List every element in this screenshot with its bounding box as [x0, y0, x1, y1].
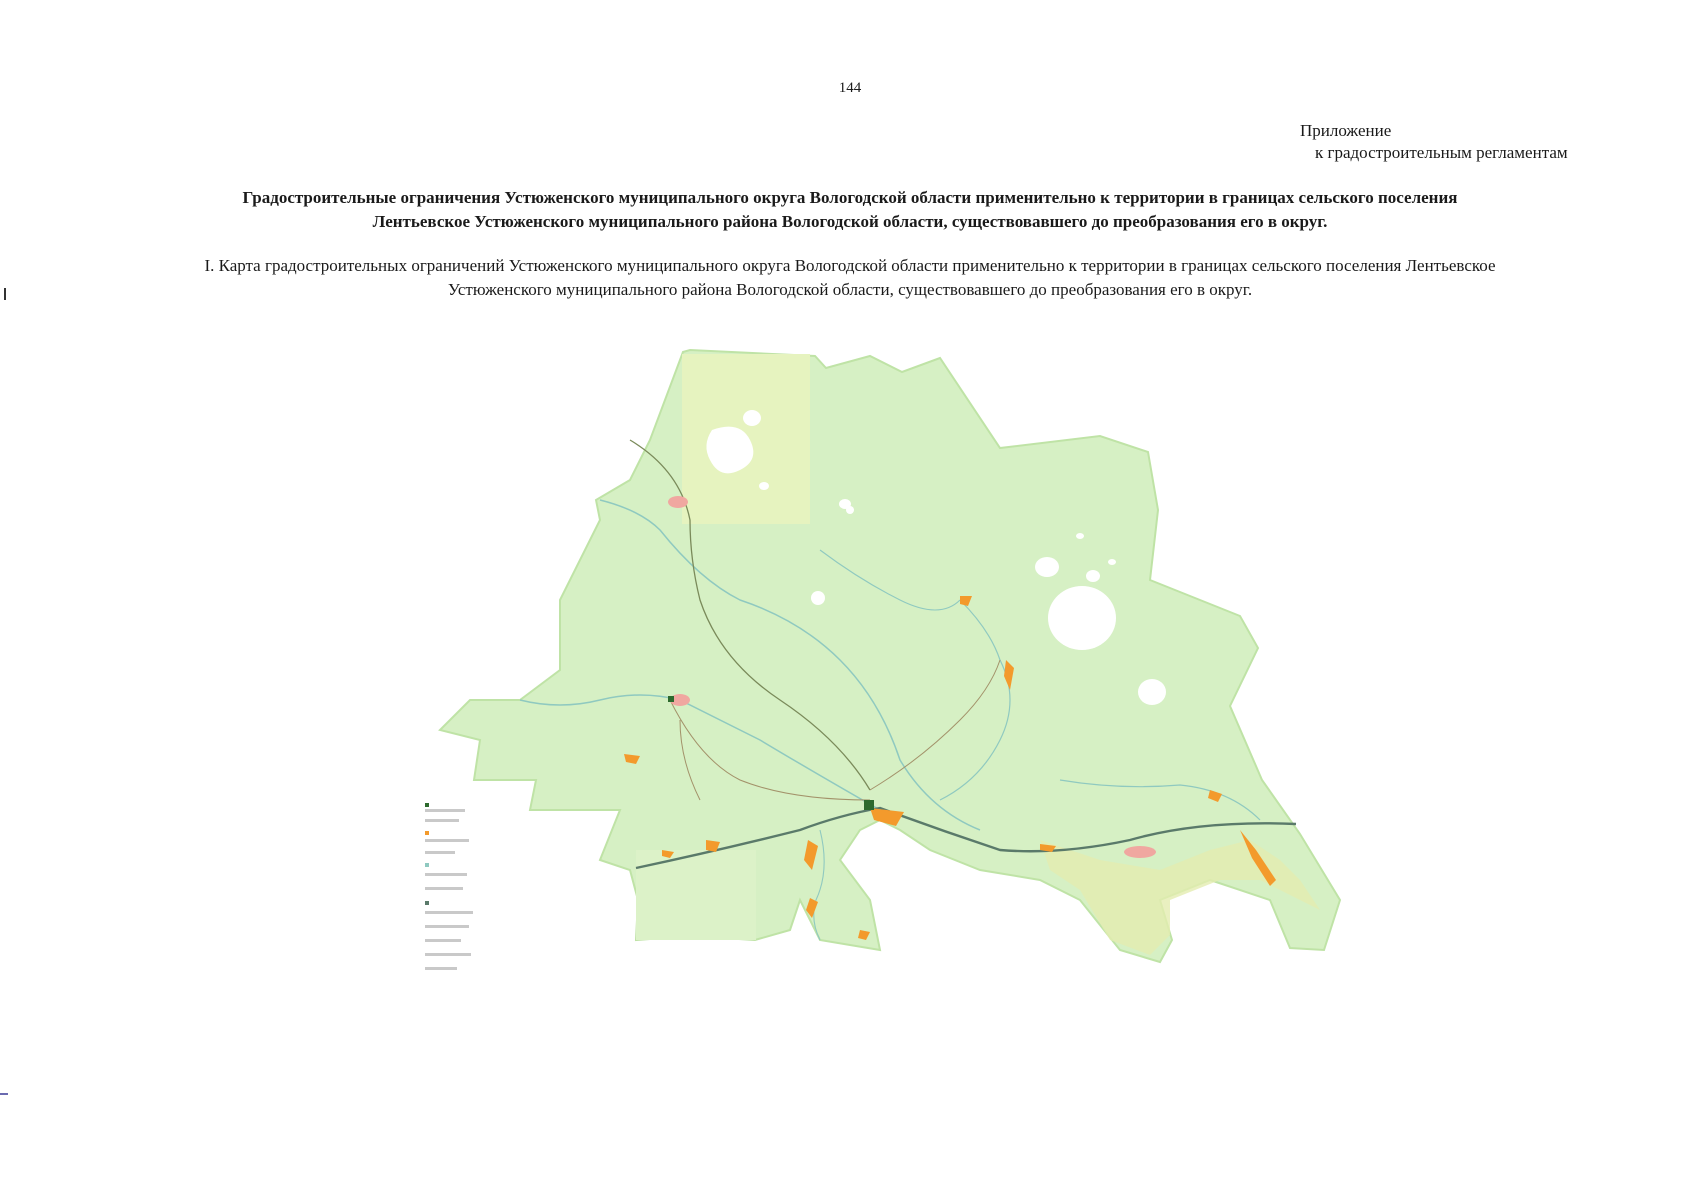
lake	[1086, 570, 1100, 582]
lake	[1108, 559, 1116, 565]
legend-row	[425, 911, 473, 914]
lake	[759, 482, 769, 490]
settlement-marker	[864, 800, 874, 810]
document-title-line-2: Лентьевское Устюженского муниципального района Вологодской области, существовавшего до преобразования его в округ.	[372, 212, 1328, 231]
settlement-marker	[668, 496, 688, 508]
legend-row	[425, 925, 469, 928]
map-caption-line-1: I. Карта градостроительных ограничений Устюженского муниципального округа Вологодской области применительно к территории в границах сельского поселения Лентьевское	[204, 256, 1496, 275]
map-caption-line-2: Устюженского муниципального района Вологодской области, существовавшего до преобразования его в округ.	[447, 280, 1253, 299]
lake	[846, 506, 854, 514]
lake	[1138, 679, 1166, 705]
legend-panel	[422, 797, 482, 987]
lake	[1048, 586, 1116, 650]
legend-row	[425, 839, 469, 842]
page-number: 144	[838, 80, 862, 96]
appendix-line-1: Приложение	[1300, 121, 1392, 140]
legend-row	[425, 819, 459, 822]
legend-row	[425, 887, 463, 890]
legend-swatch	[425, 831, 429, 835]
lake	[811, 591, 825, 605]
appendix-line-2: к градостроительным регламентам	[1315, 143, 1568, 162]
scan-edge-mark	[0, 1093, 8, 1095]
legend-swatch	[425, 863, 429, 867]
legend-swatch	[425, 901, 429, 905]
legend-row	[425, 953, 471, 956]
legend-swatch	[425, 803, 429, 807]
legend-row	[425, 873, 467, 876]
lake	[1076, 533, 1084, 539]
legend-row	[425, 967, 457, 970]
settlement-marker	[1124, 846, 1156, 858]
legend-row	[425, 809, 465, 812]
scan-edge-mark	[4, 288, 6, 300]
legend-row	[425, 939, 461, 942]
lake	[743, 410, 761, 426]
legend-row	[425, 851, 455, 854]
lake	[1035, 557, 1059, 577]
document-title-line-1: Градостроительные ограничения Устюженского муниципального округа Вологодской области применительно к территории в границах сельского поселения	[242, 188, 1458, 207]
settlement-marker	[668, 696, 674, 702]
